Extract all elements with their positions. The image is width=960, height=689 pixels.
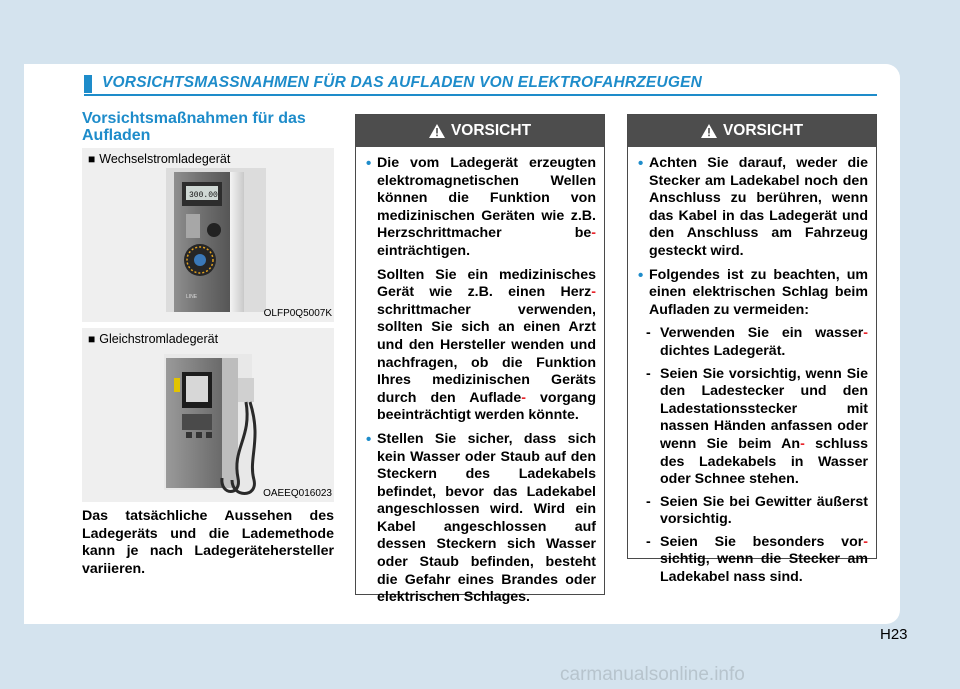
ac-charger-figure <box>82 148 334 322</box>
page-number: H23 <box>880 626 908 643</box>
header-accent-bar <box>84 75 92 93</box>
caution-item: • Folgendes ist zu beachten, um einen elektrischen Schlag beim Aufladen zu vermeiden: <box>638 266 868 318</box>
caution-title: VORSICHT <box>450 122 532 139</box>
dc-charger-image <box>82 328 334 502</box>
caution-title: VORSICHT <box>722 122 804 139</box>
caution-paragraph: Sollten Sie ein medizinisches Gerät wie z.B. einen Herz- schrittmacher verwenden, sollten Sie sich an einen Arzt und den Hersteller wenden und nachfragen, ob die Funktion Ihres medizinischen Geräts durch den Auflade- vorgang beeinträchtigt werden könnte. <box>377 266 596 424</box>
bullet-dot-icon: • <box>638 155 644 172</box>
square-bullet-icon: ■ <box>88 332 96 346</box>
display-value: 300.00 <box>189 191 218 200</box>
caution-box-1 <box>355 114 605 606</box>
caution-subitem: - Verwenden Sie ein wasser- dichtes Ladegerät. <box>646 325 868 359</box>
figure-code: OLFP0Q5007K <box>263 308 332 319</box>
charger-sign: LINE <box>186 294 198 300</box>
figure-label: ■ Wechselstromladegerät <box>88 152 231 166</box>
figure-label: ■ Gleichstromladegerät <box>88 332 219 346</box>
caution-box-2 <box>627 114 877 586</box>
warning-triangle-icon <box>701 124 717 138</box>
header-divider <box>84 94 877 96</box>
caution-body <box>628 147 876 600</box>
caution-body <box>356 147 604 621</box>
caution-subitem: - Seien Sie besonders vor- sichtig, wenn die Stecker am Ladekabel nass sind. <box>646 533 868 586</box>
bullet-dot-icon: • <box>366 155 372 172</box>
caution-item: • Stellen Sie sicher, dass sich kein Wasser oder Staub auf den Steckern des Ladekabels befindet, bevor das Ladekabel angeschlossen wird. Wird ein Kabel angeschlossen auf dessen Steckern sich Wasser oder Staub befinden, besteht die Gefahr eines Brandes oder elektrischen Schlages. <box>366 430 596 606</box>
figure-code: OAEEQ016023 <box>263 488 332 499</box>
warning-triangle-icon <box>429 124 445 138</box>
sub-heading <box>82 110 334 144</box>
watermark: carmanualsonline.info <box>560 664 745 685</box>
body-paragraph: Das tatsächliche Aussehen des Ladegeräts und die Lademethode kann je nach Ladegerätehersteller variieren. <box>82 508 334 577</box>
caution-header <box>356 115 604 147</box>
bullet-dot-icon: • <box>366 430 372 448</box>
left-column <box>82 110 334 577</box>
caution-item: • Die vom Ladegerät erzeugten elektromagnetischen Wellen können die Funktion von medizinischen Geräten wie z.B. Herzschrittmacher be- einträchtigen. <box>366 155 596 259</box>
caution-header <box>628 115 876 147</box>
square-bullet-icon: ■ <box>88 152 96 166</box>
ac-charger-image <box>82 148 334 322</box>
caution-subitem: - Seien Sie bei Gewitter äußerst vorsichtig. <box>646 493 868 528</box>
dc-charger-figure <box>82 328 334 502</box>
bullet-dot-icon: • <box>638 266 644 284</box>
caution-subitem: - Seien Sie vorsichtig, wenn Sie den Ladestecker und den Ladestationsstecker mit nassen Händen anfassen oder wenn Sie beim An- schluss des Ladekabels in Wasser oder Schnee stehen. <box>646 365 868 488</box>
sub-heading-line1: Vorsichtsmaßnahmen für das <box>82 110 306 127</box>
section-title: VORSICHTSMASSNAHMEN FÜR DAS AUFLADEN VON ELEKTROFAHRZEUGEN <box>102 74 703 91</box>
caution-item: • Achten Sie darauf, weder die Stecker am Ladekabel noch den Anschluss zu berühren, wenn das Kabel in das Ladegerät und den Anschluss am Fahrzeug gesteckt wird. <box>638 155 868 259</box>
sub-heading-line2: Aufladen <box>82 127 151 144</box>
